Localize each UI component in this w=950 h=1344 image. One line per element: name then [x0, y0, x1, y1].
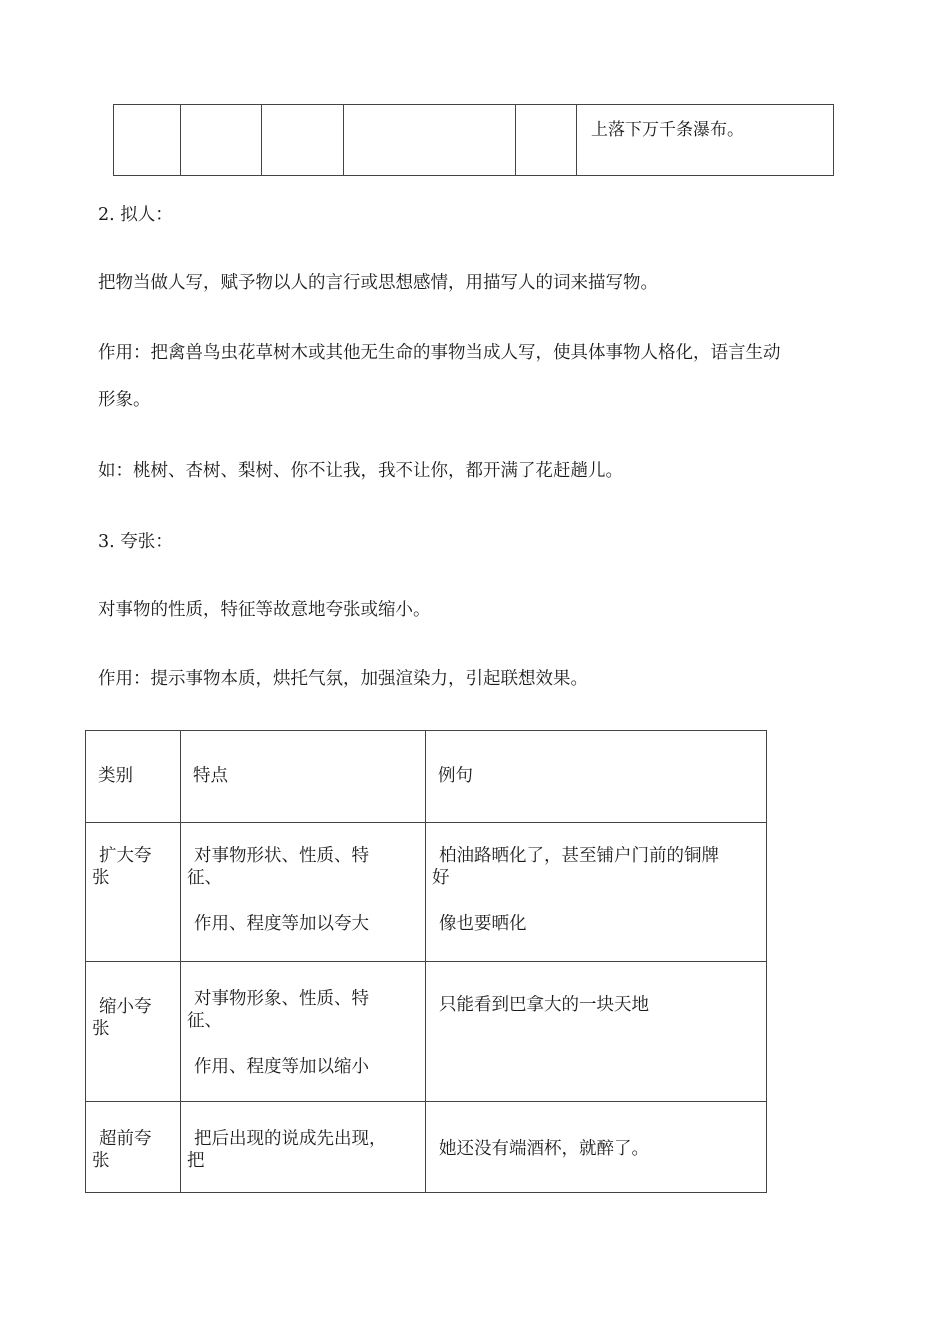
header-text: 例句 — [438, 766, 473, 786]
table-cell — [114, 105, 181, 176]
table-cell — [344, 105, 516, 176]
category-line: 扩大夸 — [99, 846, 152, 866]
example-line: 只能看到巴拿大的一块天地 — [439, 995, 649, 1015]
table-row — [86, 962, 767, 1102]
header-feature — [181, 731, 426, 823]
category-line: 超前夸 — [99, 1129, 152, 1149]
feature-line: 作用、程度等加以夸大 — [194, 914, 369, 934]
category-line: 张 — [92, 1019, 110, 1039]
hyperbole-heading: 3. 夸张： — [98, 532, 173, 552]
category-line: 张 — [92, 1151, 110, 1171]
example-line: 柏油路晒化了，甚至铺户门前的铜牌 — [439, 846, 719, 866]
row-feature — [181, 823, 426, 962]
feature-line: 征、 — [187, 1011, 222, 1031]
example-line: 好 — [432, 868, 450, 888]
row-feature — [181, 962, 426, 1102]
row-category — [86, 962, 181, 1102]
hyperbole-table — [85, 730, 767, 1193]
table-row — [86, 823, 767, 962]
feature-line: 把 — [187, 1151, 205, 1171]
personification-heading: 2. 拟人： — [98, 205, 173, 225]
header-category — [86, 731, 181, 823]
personification-definition: 把物当做人写，赋予物以人的言行或思想感情，用描写人的词来描写物。 — [98, 273, 658, 293]
feature-line: 作用、程度等加以缩小 — [194, 1057, 369, 1077]
cell-text: 上落下万千条瀑布。 — [591, 120, 744, 140]
feature-line: 对事物形状、性质、特 — [194, 846, 369, 866]
category-line: 缩小夸 — [99, 997, 152, 1017]
header-text: 类别 — [98, 766, 133, 786]
header-text: 特点 — [193, 766, 228, 786]
example-line: 像也要晒化 — [439, 914, 527, 934]
personification-effect-line1: 作用：把禽兽鸟虫花草树木或其他无生命的事物当成人写，使具体事物人格化，语言生动 — [98, 343, 781, 363]
row-category — [86, 1102, 181, 1193]
row-example — [426, 962, 767, 1102]
top-continued-table — [113, 104, 834, 176]
personification-effect-line2: 形象。 — [98, 390, 151, 410]
feature-line: 对事物形象、性质、特 — [194, 989, 369, 1009]
row-example — [426, 1102, 767, 1193]
table-header-row — [86, 731, 767, 823]
table-row — [86, 1102, 767, 1193]
table-cell — [181, 105, 262, 176]
table-cell — [262, 105, 344, 176]
row-feature — [181, 1102, 426, 1193]
personification-example: 如：桃树、杏树、梨树、你不让我，我不让你，都开满了花赶趟儿。 — [98, 461, 623, 481]
header-example — [426, 731, 767, 823]
table-cell — [516, 105, 577, 176]
table-row — [114, 105, 834, 176]
hyperbole-definition: 对事物的性质，特征等故意地夸张或缩小。 — [98, 600, 431, 620]
table-cell — [577, 105, 834, 176]
category-line: 张 — [92, 868, 110, 888]
hyperbole-effect: 作用：提示事物本质，烘托气氛，加强渲染力，引起联想效果。 — [98, 669, 588, 689]
row-category — [86, 823, 181, 962]
feature-line: 把后出现的说成先出现， — [194, 1129, 387, 1149]
feature-line: 征、 — [187, 868, 222, 888]
row-example — [426, 823, 767, 962]
example-line: 她还没有端酒杯，就醉了。 — [439, 1139, 649, 1159]
